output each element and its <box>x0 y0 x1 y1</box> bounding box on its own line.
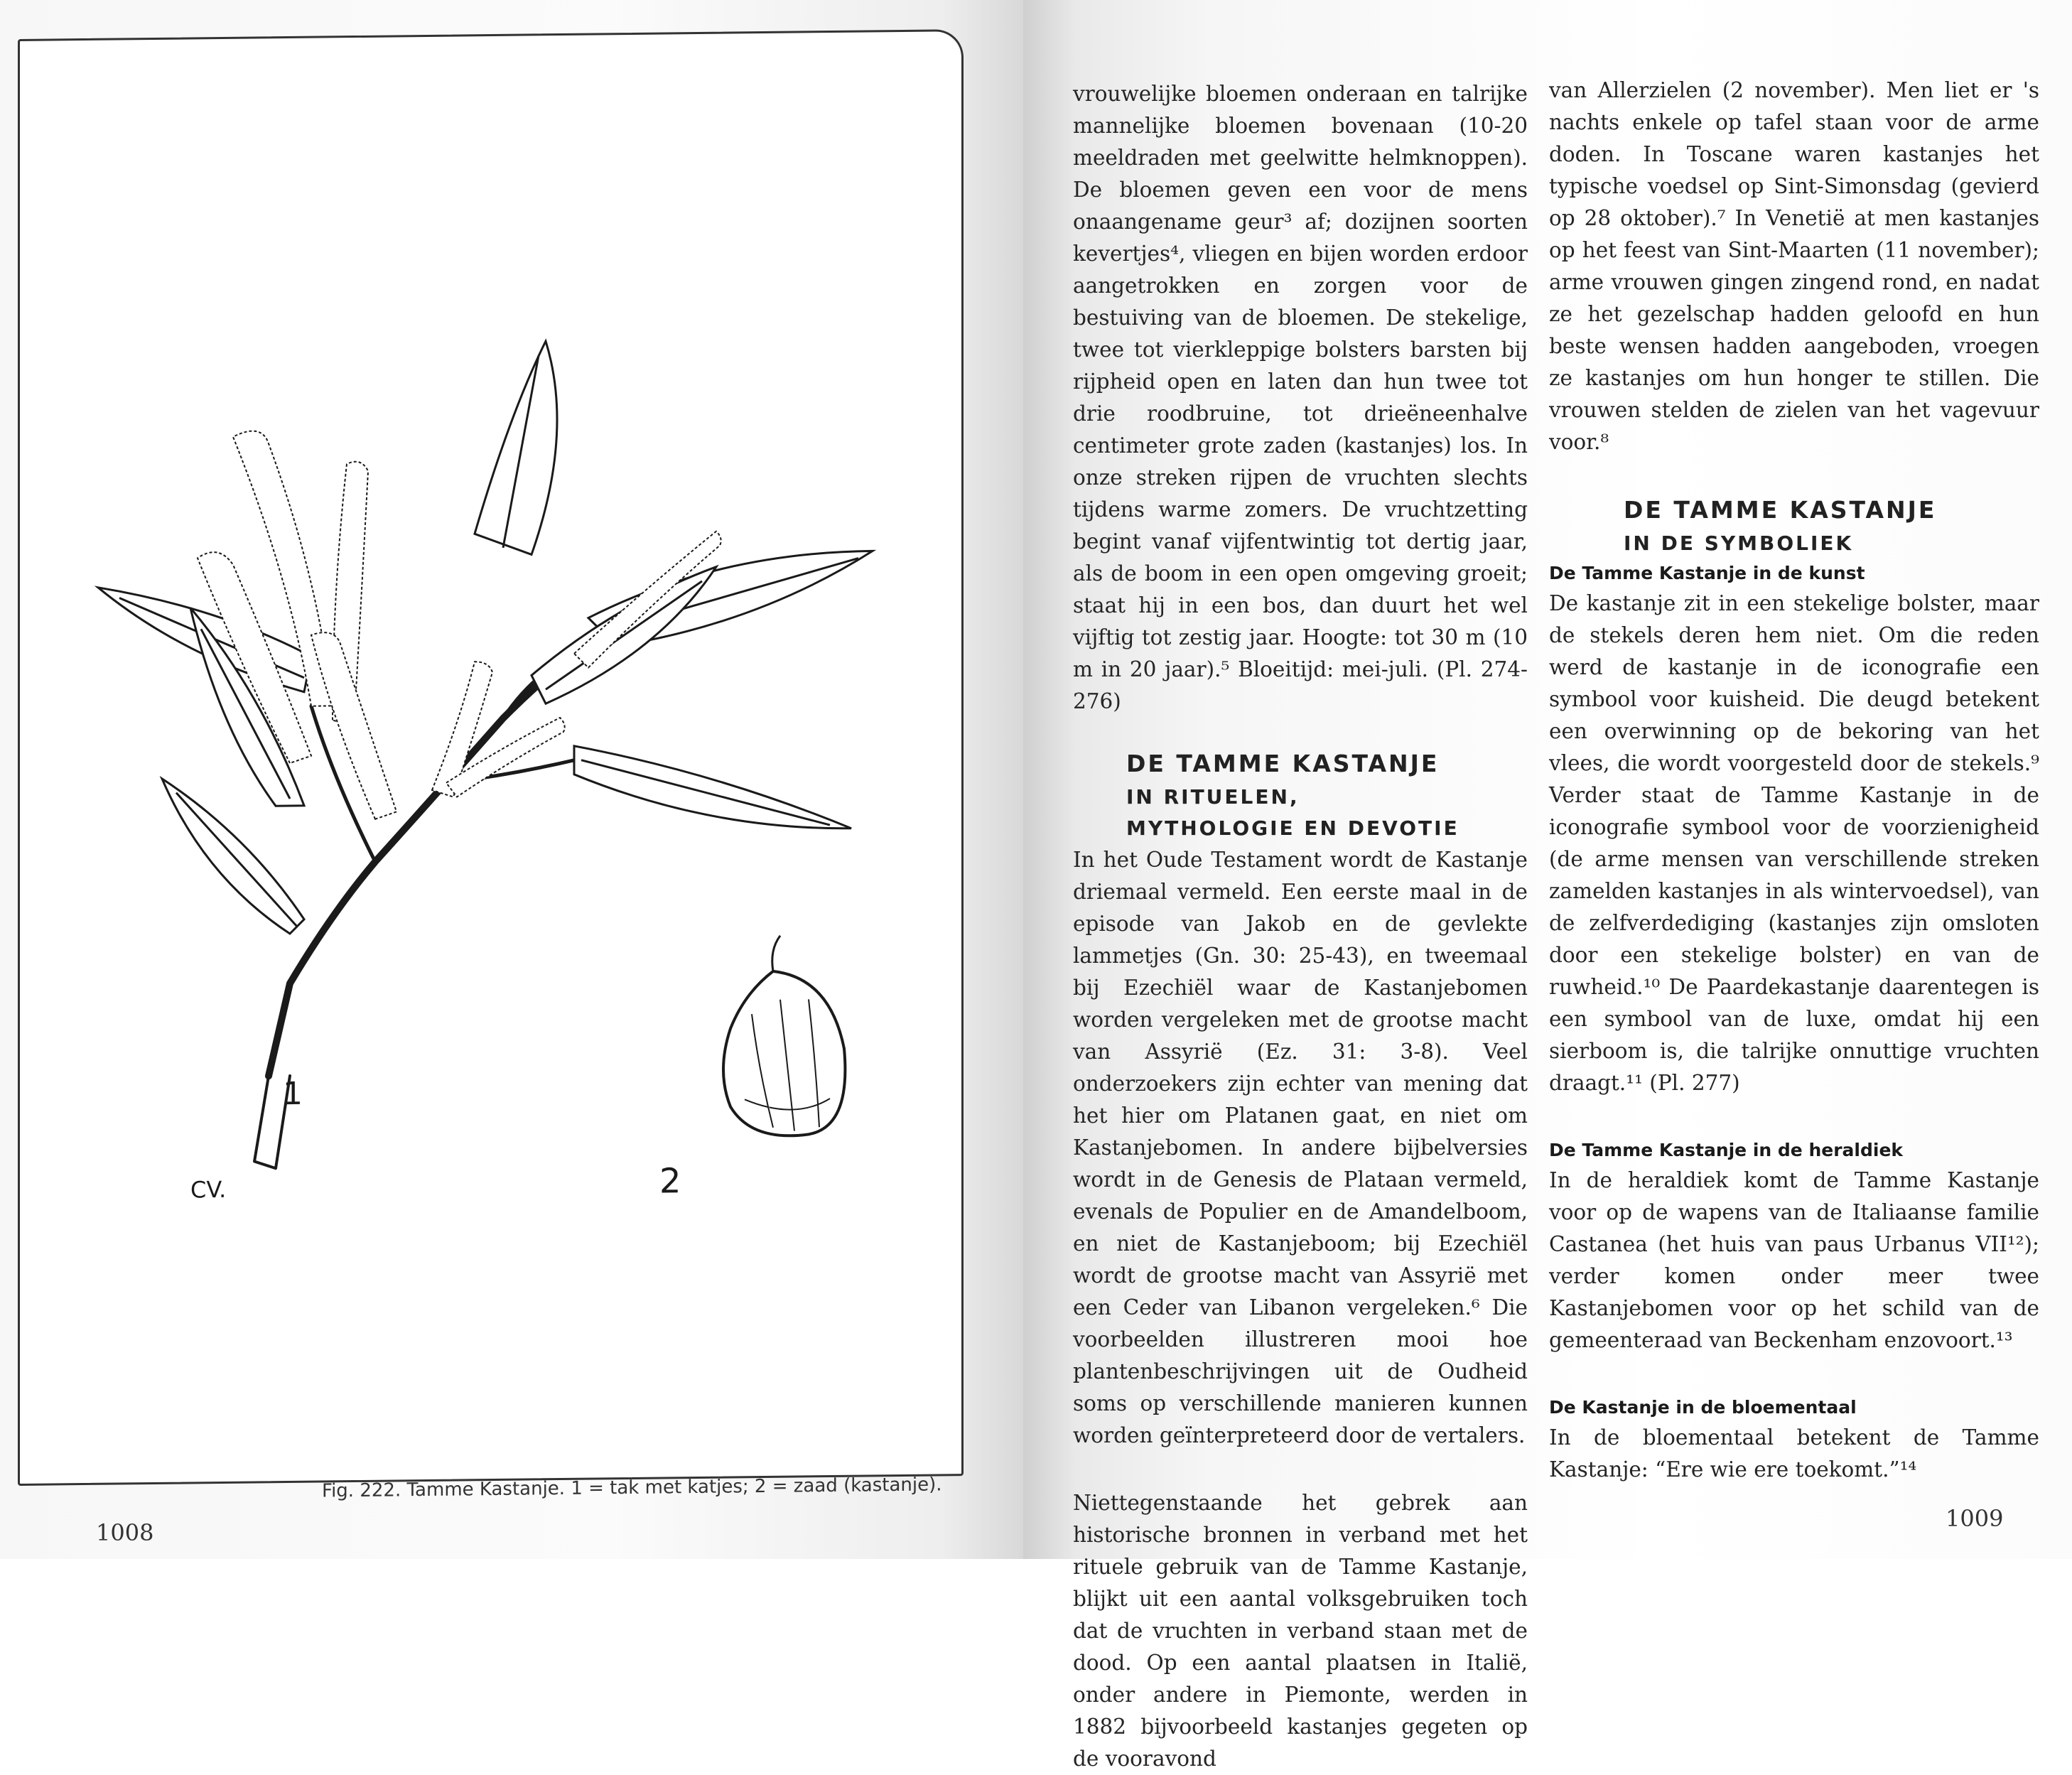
figure-caption: Fig. 222. Tamme Kastanje. 1 = tak met katjes; 2 = zaad (kastanje). <box>322 1474 942 1502</box>
leaf-top <box>475 341 557 555</box>
heading-line: DE TAMME KASTANJE <box>1126 750 1440 777</box>
heading-line: MYTHOLOGIE EN DEVOTIE <box>1126 816 1459 840</box>
page-number-left: 1008 <box>96 1519 154 1546</box>
paragraph: In de heraldiek komt de Tamme Kastanje voor op de wapens van de Italiaanse familie Castanea (het huis van paus Urbanus VII¹²); verder komen onder meer twee Kastanjebomen voor op het schild van de gemeenteraad van Beckenham enzovoort.¹³ <box>1549 1168 2039 1352</box>
heading-line: IN RITUELEN, <box>1126 785 1300 809</box>
leaf-right-lower <box>574 743 851 831</box>
paragraph: In het Oude Testament wordt de Kastanje driemaal vermeld. Een eerste maal in de episode van Jakob en de gevlekte lammetjes (Gn. 30: 25-43), en tweemaal bij Ezechiël waar de Kastanjebomen worden vergeleken met de grootse macht van Assyrië (Ez. 31: 3-8). Veel onderzoekers zijn echter van mening dat het hier om Platanen gaat, en niet om Kastanjebomen. In andere bijbelversies wordt in de Genesis de Plataan vermeld, evenals de Populier en de Amandelboom, en niet de Kastanjeboom; bij Ezechiël wordt de grootse macht van Assyrië met een Ceder van Libanon vergeleken.⁶ Die voorbeelden illustreren mooi hoe plantenbeschrijvingen uit de Oudheid soms op verschillende manieren kunnen worden geïnterpreteerd door de vertalers. <box>1073 848 1528 1447</box>
paragraph: De kastanje zit in een stekelige bolster, maar de stekels deren hem niet. Om die reden werd de kastanje in de iconografie een symbool voor kuisheid. Die deugd betekent een overwinning op de bekoring van het vlees, die wordt voorgesteld door de stekels.⁹ Verder staat de Tamme Kastanje in de iconografie symbool voor de voorzienigheid (de arme mensen van verschillende streken zamelden kastanjes in als wintervoedsel), van de zelfverdediging (kastanjes zijn omsloten door een stekelige bolster) en van de ruwheid.¹⁰ De Paardekastanje daarentegen is een symbool van de luxe, omdat hij een sierboom is, die talrijke onnuttige vruchten draagt.¹¹ (Pl. 277) <box>1549 591 2039 1095</box>
artist-signature: CV. <box>190 1175 227 1204</box>
text-column-2 <box>1549 75 2039 1486</box>
section-heading-rituelen <box>1126 746 1528 844</box>
left-page <box>0 0 1023 1559</box>
text-column-1 <box>1073 78 1528 1775</box>
paragraph: In de bloementaal betekent de Tamme Kastanje: “Ere wie ere toekomt.”¹⁴ <box>1549 1425 2039 1482</box>
subheading-bloementaal: De Kastanje in de bloementaal <box>1549 1397 1857 1418</box>
figure-label-1: 1 <box>283 1075 303 1113</box>
figure-frame <box>18 29 964 1502</box>
chestnut-branch-illustration <box>77 315 972 1248</box>
subheading-kunst: De Tamme Kastanje in de kunst <box>1549 563 1865 583</box>
chestnut-seed <box>723 935 845 1136</box>
section-heading-symboliek <box>1624 492 2039 559</box>
subheading-heraldiek: De Tamme Kastanje in de heraldiek <box>1549 1140 1904 1160</box>
paragraph: van Allerzielen (2 november). Men liet er 's nachts enkele op tafel staan voor de arme doden. In Toscane waren kastanjes het typische voedsel op Sint-Simonsdag (gevierd op 28 oktober).⁷ In Venetië at men kastanjes op het feest van Sint-Maarten (11 november); arme vrouwen gingen zingend rond, en nadat ze het gezelschap hadden geloofd en hun beste wensen hadden aangeboden, vroegen ze kastanjes om hun honger te stillen. Die vrouwen stelden de zielen van het vagevuur voor.⁸ <box>1549 78 2039 454</box>
paragraph: Niettegenstaande het gebrek aan historische bronnen in verband met het rituele gebruik van de Tamme Kastanje, blijkt uit een aantal volksgebruiken toch dat de vruchten in verband staan met de dood. Op een aantal plaatsen in Italië, onder andere in Piemonte, werden in 1882 bijvoorbeeld kastanjes gegeten op de vooravond <box>1073 1491 1528 1771</box>
figure-label-2: 2 <box>659 1161 681 1202</box>
heading-line: IN DE SYMBOLIEK <box>1624 532 1854 555</box>
heading-line: DE TAMME KASTANJE <box>1624 496 1937 524</box>
paragraph: vrouwelijke bloemen onderaan en talrijke mannelijke bloemen bovenaan (10-20 meeldraden met geelwitte helmknoppen). De bloemen geven een voor de mens onaangename geur³ af; dozijnen soorten kevertjes⁴, vliegen en bijen worden erdoor aangetrokken en zorgen voor de bestuiving van de bloemen. De stekelige, twee tot vierkleppige bolsters barsten bij rijpheid open en laten dan hun twee tot drie roodbruine, tot drieëneenhalve centimeter grote zaden (kastanjes) los. In onze streken rijpen de vruchten slechts tijdens warme zomers. De vruchtzetting begint vanaf vijfentwintig tot dertig jaar, als de boom in een open omgeving groeit; staat hij in een bos, dan duurt het wel vijftig tot zestig jaar. Hoogte: tot 30 m (10 m in 20 jaar).⁵ Bloeitijd: mei-juli. (Pl. 274-276) <box>1073 82 1528 713</box>
page-number-right: 1009 <box>1946 1505 2004 1532</box>
